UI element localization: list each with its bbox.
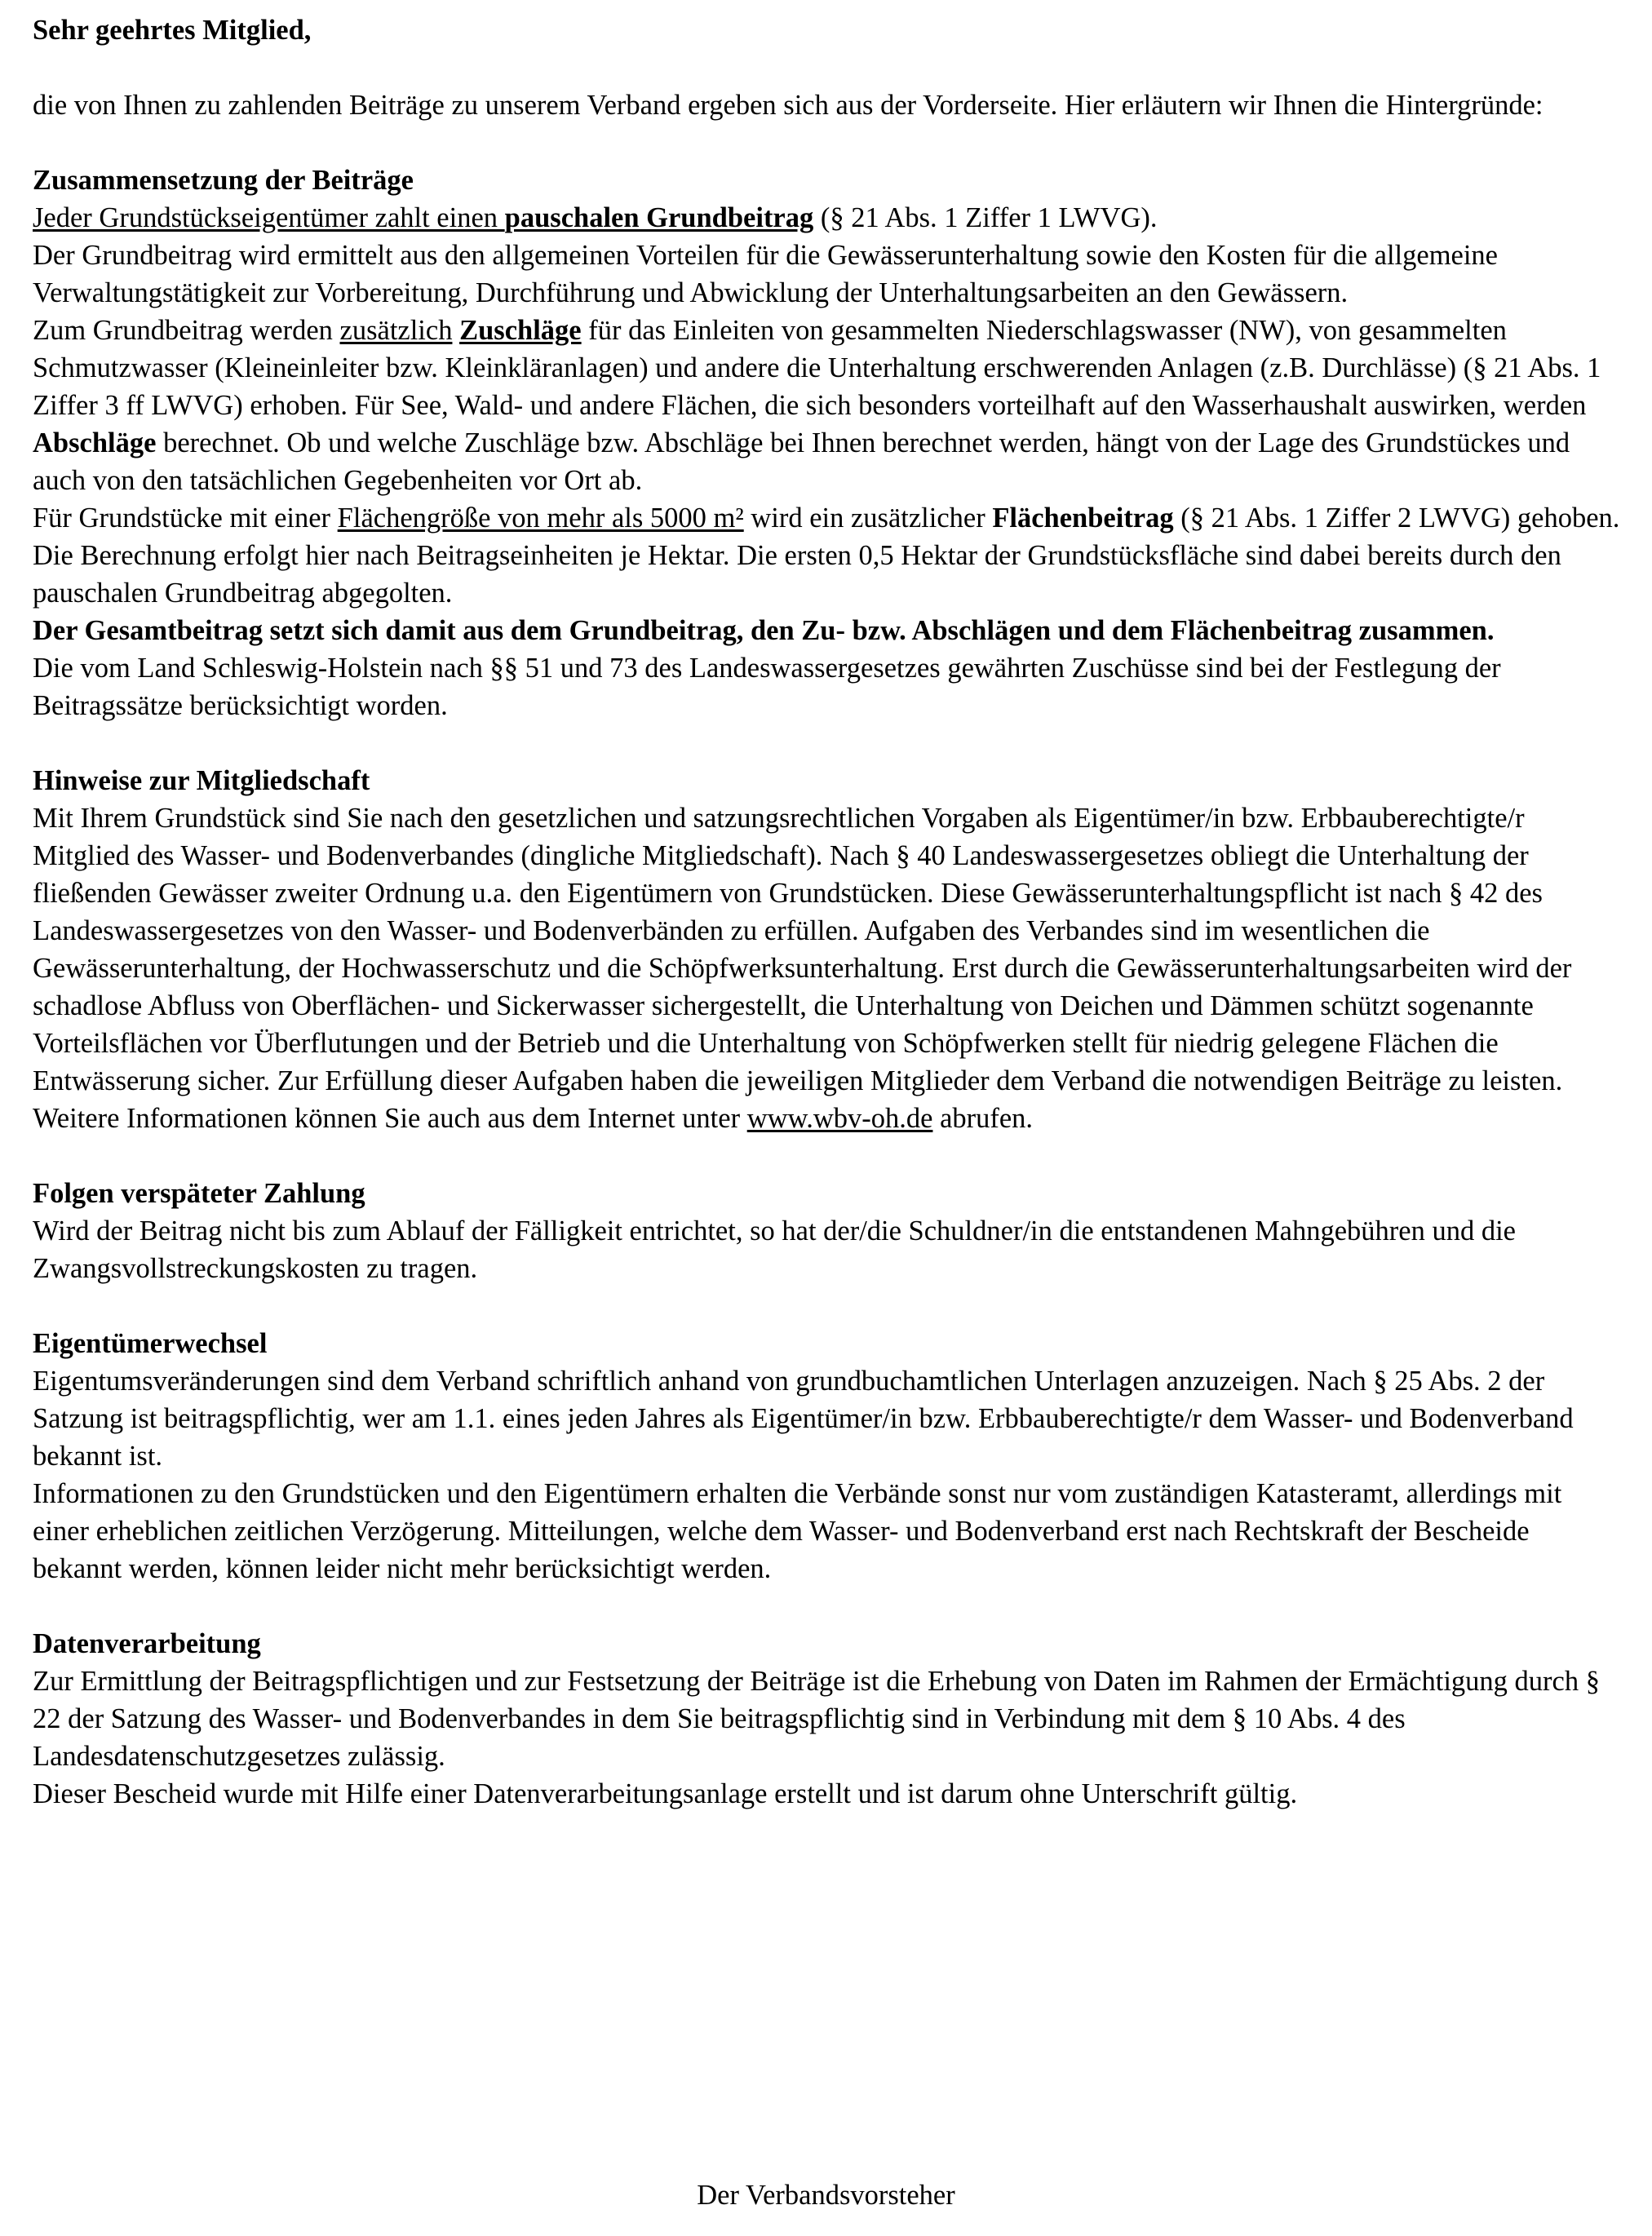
- section-heading: Folgen verspäteter Zahlung: [33, 1178, 365, 1209]
- text-span: Zum Grundbeitrag werden: [33, 315, 340, 346]
- section-heading: Hinweise zur Mitgliedschaft: [33, 765, 370, 796]
- underlined-text: Flächengröße von mehr als 5000 m²: [337, 503, 744, 534]
- text-span: Mit Ihrem Grundstück sind Sie nach den gesetzlichen und satzungsrechtlichen Vorgaben als Eigentümer/in bzw. Erbbauberechtigte/r Mitglied des Wasser- und Bodenverbandes (dingliche Mitgliedschaft). Nach § 40 Landeswassergesetzes obliegt die Unterhaltung der fließenden Gewässer zweiter Ordnung u.a. den Eigentümern von Grundstücken. Diese Gewässerunterhaltungspflicht ist nach § 42 des Landeswassergesetzes von den Wasser- und Bodenverbänden zu erfüllen. Aufgaben des Verbandes sind im wesentlichen die Gewässerunterhaltung, der Hochwasserschutz und die Schöpfwerksunterhaltung. Erst durch die Gewässerunterhaltungsarbeiten wird der schadlose Abfluss von Oberflächen- und Sickerwasser sichergestellt, die Unterhaltung von Deichen und Dämmen schützt sogenannte Vorteilsflächen vor Überflutungen und der Betrieb und die Unterhaltung von Schöpfwerken stellt für niedrig gelegene Flächen die Entwässerung sicher. Zur Erfüllung dieser Aufgaben haben die jeweiligen Mitglieder dem Verband die notwendigen Beiträge zu leisten. Weitere Informationen können Sie auch aus dem Internet unter: [33, 803, 1572, 1134]
- greeting: Sehr geehrtes Mitglied,: [33, 15, 312, 46]
- document-body: [33, 11, 1623, 1813]
- paragraph-eigentum-2: Informationen zu den Grundstücken und den Eigentümern erhalten die Verbände sonst nur vom zuständigen Katasteramt, allerdings mit einer erheblichen zeitlichen Verzögerung. Mitteilungen, welche dem Wasser- und Bodenverband erst nach Rechtskraft der Bescheide bekannt werden, können leider nicht mehr berücksichtigt werden.: [33, 1478, 1562, 1584]
- intro-paragraph: die von Ihnen zu zahlenden Beiträge zu unserem Verband ergeben sich aus der Vorderseite. Hier erläutern wir Ihnen die Hintergründe:: [33, 90, 1543, 121]
- bold-text: Abschläge: [33, 427, 157, 458]
- section-datenverarbeitung: [33, 1625, 1623, 1813]
- underlined-bold-text: pauschalen Grundbeitrag: [504, 202, 814, 233]
- section-mitgliedschaft: [33, 762, 1623, 1137]
- paragraph-zahlung: Wird der Beitrag nicht bis zum Ablauf der Fälligkeit entrichtet, so hat der/die Schuldner/in die entstandenen Mahngebühren und die Zwangsvollstreckungskosten zu tragen.: [33, 1215, 1516, 1284]
- underlined-text: Jeder Grundstückseigentümer zahlt einen: [33, 202, 505, 233]
- paragraph-zuschuesse: Die vom Land Schleswig-Holstein nach §§ 51 und 73 des Landeswassergesetzes gewährten Zuschüsse sind bei der Festlegung der Beitragssätze berücksichtigt worden.: [33, 653, 1501, 721]
- section-eigentuemerwechsel: [33, 1325, 1623, 1587]
- text-span: wird ein zusätzlicher: [743, 503, 993, 534]
- text-span: abrufen.: [932, 1103, 1034, 1134]
- signature-line: Der Verbandsvorsteher: [697, 2180, 955, 2211]
- website-link[interactable]: www.wbv-oh.de: [746, 1103, 933, 1134]
- paragraph-grundbeitrag: [33, 199, 1623, 237]
- section-zahlung: [33, 1175, 1623, 1287]
- section-beitraege: [33, 162, 1623, 724]
- spacer: [33, 1587, 1623, 1625]
- text-span: (§ 21 Abs. 1 Ziffer 2 LWVG) gehoben. Die Berechnung erfolgt hier nach Beitragseinheiten je Hektar. Die ersten 0,5 Hektar der Grundstücksfläche sind dabei bereits durch den pauschalen Grundbeitrag abgegolten.: [33, 503, 1620, 609]
- text-span: Für Grundstücke mit einer: [33, 503, 338, 534]
- paragraph-gesamtbeitrag: Der Gesamtbeitrag setzt sich damit aus dem Grundbeitrag, den Zu- bzw. Abschlägen und dem Flächenbeitrag zusammen.: [33, 615, 1495, 646]
- paragraph-ermittlung: Der Grundbeitrag wird ermittelt aus den allgemeinen Vorteilen für die Gewässerunterhaltung sowie den Kosten für die allgemeine Verwaltungstätigkeit zur Vorbereitung, Durchführung und Abwicklung der Unterhaltungsarbeiten an den Gewässern.: [33, 240, 1498, 308]
- section-heading: Datenverarbeitung: [33, 1628, 261, 1659]
- paragraph-mitgliedschaft: [33, 799, 1623, 1137]
- text-span: für das Einleiten von gesammelten Niederschlagswasser (NW), von gesammelten Schmutzwasser (Kleineinleiter bzw. Kleinkläranlagen) und andere die Unterhaltung erschwerenden Anlagen (z.B. Durchlässe) (§ 21 Abs. 1 Ziffer 3 ff LWVG) erhoben. Für See, Wald- und andere Flächen, die sich besonders vorteilhaft auf den Wasserhaushalt auswirken, werden: [33, 315, 1601, 421]
- spacer: [33, 724, 1623, 762]
- section-heading: Eigentümerwechsel: [33, 1328, 268, 1359]
- spacer: [33, 1287, 1623, 1325]
- spacer: [33, 124, 1623, 162]
- spacer: [33, 49, 1623, 86]
- paragraph-daten-2: Dieser Bescheid wurde mit Hilfe einer Datenverarbeitungsanlage erstellt und ist darum ohne Unterschrift gültig.: [33, 1778, 1298, 1809]
- paragraph-eigentum-1: Eigentumsveränderungen sind dem Verband schriftlich anhand von grundbuchamtlichen Unterlagen anzuzeigen. Nach § 25 Abs. 2 der Satzung ist beitragspflichtig, wer am 1.1. eines jeden Jahres als Eigentümer/in bzw. Erbbauberechtigte/r dem Wasser- und Bodenverband bekannt ist.: [33, 1366, 1574, 1472]
- paragraph-daten-1: Zur Ermittlung der Beitragspflichtigen und zur Festsetzung der Beiträge ist die Erhebung von Daten im Rahmen der Ermächtigung durch § 22 der Satzung des Wasser- und Bodenverbandes in dem Sie beitragspflichtig sind in Verbindung mit dem § 10 Abs. 4 des Landesdatenschutzgesetzes zulässig.: [33, 1666, 1600, 1772]
- paragraph-zuschlaege: [33, 312, 1623, 499]
- text-span: (§ 21 Abs. 1 Ziffer 1 LWVG).: [813, 202, 1158, 233]
- bold-text: Flächenbeitrag: [992, 503, 1174, 534]
- underlined-bold-text: Zuschläge: [459, 315, 582, 346]
- text-span: berechnet. Ob und welche Zuschläge bzw. Abschläge bei Ihnen berechnet werden, hängt von der Lage des Grundstückes und auch von den tatsächlichen Gegebenheiten vor Ort ab.: [33, 427, 1570, 496]
- paragraph-flaechenbeitrag: [33, 499, 1623, 612]
- underlined-text: zusätzlich: [339, 315, 453, 346]
- text-span: [452, 315, 459, 346]
- spacer: [33, 1137, 1623, 1175]
- section-heading: Zusammensetzung der Beiträge: [33, 165, 414, 196]
